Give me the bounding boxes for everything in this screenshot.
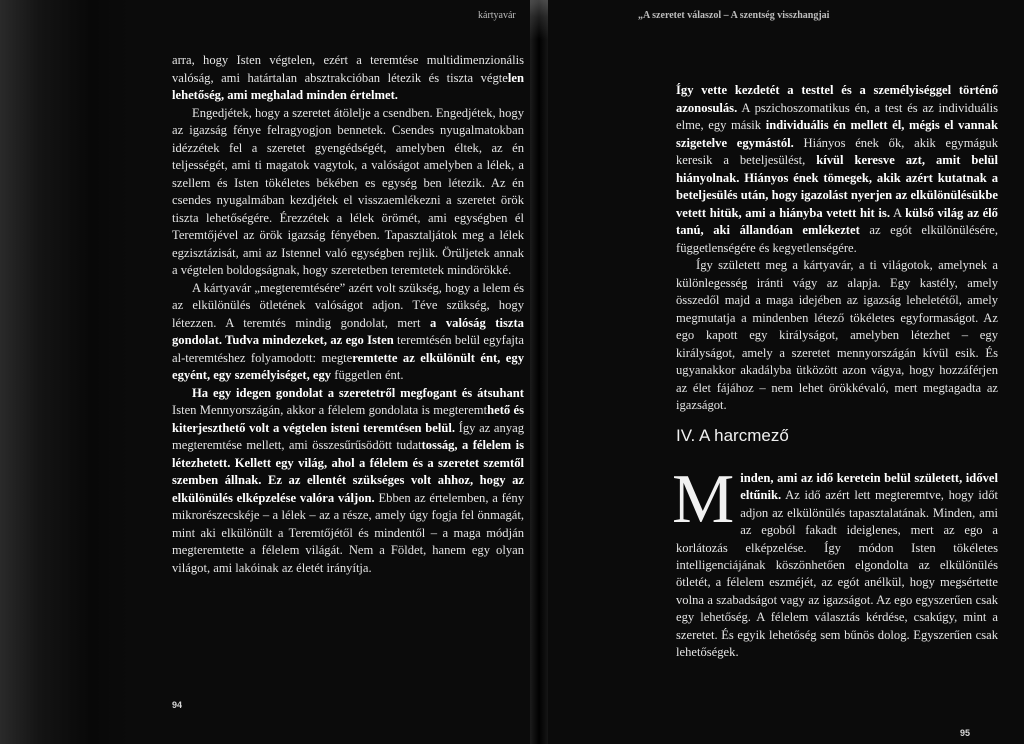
text-segment: arra, hogy Isten végtelen, ezért a teremtése multidimenzionális valóság, ami határtalan absztrakcióban létezik és tiszta végte [172,53,524,85]
bold-text-segment: Ha egy idegen gondolat a szeretetről megfogant és átsuhant [192,385,524,400]
bold-text-segment: a valóság tiszta gondolat. Tudva mindezeket, az ego Isten [172,315,524,347]
text-segment: Isten Mennyországán, akkor a félelem gondolata is megteremt [172,403,488,417]
paragraph [172,280,524,385]
text-segment: A [889,205,906,220]
bold-text-segment: individuális én mellett él, mégis el vannak szigetelve egymástól. [676,118,998,150]
text-segment: A pszichoszomatikus én, a test és az individuális elme, egy másik [676,100,998,132]
bold-text-segment: kívül keresve azt, amit belül hiányolnak. Hiányos ének tömegek, akik azért kutatnak a beteljesülés után, hogy igazolást nyerjen az elkülönülésükbe vetett hitük, ami a hiányba vetett hit is. [676,153,998,220]
text-segment: Ebben az értelemben, a fény mikrorészecskéje – a lélek – az a része, amely úgy fogja fel önmagát, mint aki elkülönült a Teremtőjétől és mindentől – a maga módján megteremtette a félelem világát. Nem a Földet, hanem egy olyan világot, ami lakóinak az életét irányítja. [172,490,524,575]
text-segment: az egót elkülönülésére, függetlenségére és kegyetlenségére. [676,223,998,255]
page-edge-shadow [0,0,130,744]
text-segment: teremtésén belül egyfajta al-teremtéshez folyamodott: megte [172,333,524,365]
text-segment: Engedjétek, hogy a szeretet átölelje a csendben. Engedjétek, hogy az igazság fénye felragyogjon bennetek. Csendes nyugalmatokban idézzétek fel a szeretet gyengédségét, amelyben éltek, az én teljességét, ami ti magatok vagytok, a valóságot amelyben a lélek, a szellem és Isten tökéletes békében es egység ben létezik. Az én csendes nyugalmában kezdjétek el visszaemlékezni a szeretet örök tiszta lehetőségére. Érezzétek a lélek örömét, ami egységben él Teremtőjével az örök igazság fényében. Tapasztaljátok meg a lélek egzisztázisát, ami az Istennel való egységben rejlik. Örüljetek annak a végtelen boldogságnak, hogy szeretetben teremtetek mindörökké. [172,105,524,277]
bold-text-segment: Így vette kezdetét a testtel és a személyiséggel történő azonosulás. [676,83,998,115]
bold-text-segment: remtette az elkülönült ént, egy egyént, egy személyiséget, egy [172,350,524,382]
running-header: „A szeretet válaszol – A szentség visszhangjai [638,10,830,21]
chapter-heading: IV. A harcmező [676,426,789,445]
body-text [172,52,524,577]
bold-text-segment: külső világ az élő tanú, aki állandóan emlékeztet [676,205,998,237]
page-number: 94 [172,700,183,710]
running-header: kártyavár [478,10,516,21]
book-gutter [530,0,548,744]
text-segment: Így az anyag megteremtése mellett, ami összesűrűsödött tudat [172,420,525,452]
text-segment: független ént. [331,368,404,382]
bold-text-segment: inden, ami az idő keretein belül született, idővel eltűnik. [740,471,998,503]
text-segment: Az idő azért lett megteremtve, hogy időt adjon az elkülönülés tapasztalatának. Minden, ami az egoból fakadt ideiglenes, mert az ego a korlátozás elképzelése. Így módon Isten tökéletes intelligenciájának köszönhetően elgondolta az elkülönülés ötletét, a félelem eszméjét, az egót anélkül, hogy megsértette volna a szabadságot vagy az igazságot. Az ego egyszerűen csak egy lehetőség. A félelem választás kérdése, csakúgy, mint a szeretet. És egyik lehetőség sem bűnös dolog. Egyszerűen csak lehetőségek. [676,488,998,660]
text-segment: Így született meg a kártyavár, a ti világotok, amelynek a különlegesség iránti vágy az alapja. Egy kastély, amely összedől majd a maga idejében az igazság leheletétől, amely megmutatja a mindenben létező tökéletes egyformaságot. Az ego kapott egy királyságot, amelyben létezhet – egy királyságot, amely a szeretet mennyországán kívül esik. És ugyanakkor akadályba ütközött azon vágya, hogy hozzáférjen az élet fájához – nem lehet örökkévaló, mert megtagadta az igazságot. [676,258,998,412]
page-number: 95 [959,728,970,738]
body-text [676,82,998,415]
paragraph [676,82,998,257]
bold-text-segment: tosság, a félelem is létezhetett. Kellett egy világ, ahol a félelem és a szeretet szemtől szemben állnak. Ez az ellentét szükséges volt ahhoz, hogy az elkülönülés elképzelése valóra váljon. [172,438,524,505]
text-segment: A kártyavár „megteremtésére” azért volt szükség, hogy a lelem és az elkülönülés ötletének valóságot adjon. Téve szükség, hogy létezzen. A teremtés mindig gondolat, mert [172,280,524,330]
bold-text-segment: hető és kiterjeszthető volt a végtelen isteni teremtésen belül. [172,403,524,435]
paragraph [172,105,524,280]
text-segment: Hiányos ének ők, akik egymáguk keresik a beteljesülést, [676,135,998,167]
paragraph [172,52,524,105]
chapter-text [672,461,998,661]
paragraph [676,257,998,415]
drop-cap: M [672,461,735,538]
bold-text-segment: len lehetőség, ami meghalad minden értelmet. [172,70,524,102]
paragraph [172,385,524,578]
right-page [548,0,1024,744]
